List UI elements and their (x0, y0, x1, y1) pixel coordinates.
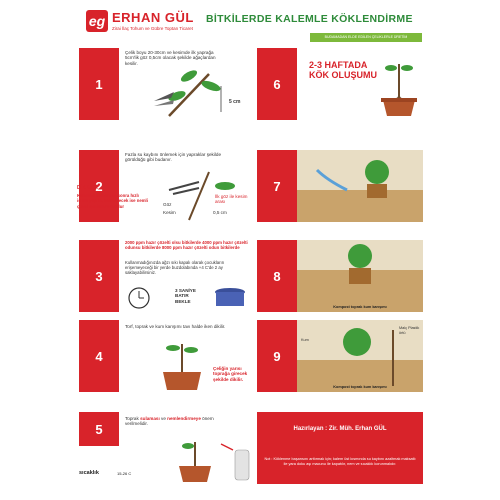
step-4-note: Çeliğin yarısı toprağa girecek şekilde dikilir. (213, 366, 248, 382)
step-1-panel (79, 48, 259, 120)
step-5-text (125, 416, 235, 427)
step-6-headline: 2-3 HAFTADA KÖK OLUŞUMU (309, 60, 377, 80)
step-8-number: 8 (257, 240, 297, 312)
hormone-jar-illustration (213, 284, 247, 310)
step-7-panel (257, 150, 423, 222)
step-3-panel (79, 240, 259, 312)
credit-panel (257, 412, 423, 484)
step-6-number: 6 (257, 48, 297, 120)
row-4 (79, 320, 423, 392)
step-2-panel (79, 150, 259, 222)
step-1-number: 1 (79, 48, 119, 120)
step-5-text-d: nemlendirmeye (167, 416, 201, 421)
step-9-panel (257, 320, 423, 392)
step-4-text: Torf, toprak ve kum karışımı tavı halde iken dikilir. (125, 324, 226, 329)
transplant-illustration (297, 150, 423, 222)
brand-logo (86, 10, 216, 40)
warning-text: Kalemler alındıktan sonra hızlı işlem yapılır, bekletilecek ise nemli çuval içerisinde tutulur (77, 193, 148, 209)
step-5-text-a: Toprak (125, 416, 139, 421)
warning-title: DİKKAT : (77, 185, 99, 191)
step-4-panel (79, 320, 259, 392)
logo-mark: eg (86, 10, 108, 32)
planting-illustration (297, 240, 423, 312)
subtitle-bar: BUDAMADAN ELDE EDİLEN ÇELİKLERLE ÜRETİM (310, 33, 422, 42)
label-goz: Göz (163, 202, 172, 207)
page-title: BİTKİLERDE KALEMLE KÖKLENDİRME (206, 13, 413, 25)
step-4-number: 4 (79, 320, 119, 392)
rooted-pot-illustration (377, 60, 421, 118)
temperature-label: sıcaklık (79, 470, 99, 476)
potted-cutting-illustration (157, 338, 207, 392)
measure-label: 5 cm (229, 99, 241, 105)
step-8-caption: Kompost toprak kum karışımı (333, 305, 387, 309)
cutting-illustration (149, 66, 249, 118)
author-credit: Hazırlayan : Zir. Müh. Erhan GÜL (293, 426, 387, 432)
step-3-number: 3 (79, 240, 119, 312)
footnote: Not : Köklenme başarısını arttırmak için; kalem üst kısmında su kaybını azaltmak maksatlı ile yara doku aşı macunu ile kapatılır, nem ve sıcaklık korunmalıdır. (264, 457, 416, 466)
step-5-panel (79, 412, 259, 484)
step-2-number: 2 (79, 150, 119, 222)
brand-subtitle: Zirai İlaç Tohum ve Gübre Toptan Ticaret (112, 26, 193, 31)
step-6-panel (257, 48, 423, 120)
step-5-text-c: ve (161, 416, 166, 421)
step-3-storage: Kullanmadığınızda ağzı sıkı kapalı olarak çocukların erişemeyeceği bir yerde buzdolabında +4 C'de 2 ay saklayabilirsiniz. (125, 260, 225, 275)
transplant-scene (297, 150, 423, 222)
step-5-number: 5 (79, 412, 119, 446)
dip-instruction: 3 SANİYE BATIR BEKLE (175, 288, 196, 304)
label-half-cm: 0,5 cm (213, 210, 227, 215)
watering-illustration (177, 436, 257, 486)
step-9-caption: Kompost toprak kum karışımı (333, 385, 387, 389)
temperature-value: 15-26 C (117, 471, 132, 476)
label-kum: Kum (301, 338, 309, 342)
step-9-number: 9 (257, 320, 297, 392)
mulch-scene (297, 320, 423, 392)
label-kesim: Kesim (163, 210, 176, 215)
step-7-number: 7 (257, 150, 297, 222)
clock-icon (127, 286, 151, 310)
row-3 (79, 240, 423, 312)
step-3-solution: 2000 ppm hazır çözelti olsu bitkilerde 4000 ppm hazır çözelti odunsu bitkilerde 8000 ppm hazır çözelti odun bitkilerde (125, 240, 248, 250)
row-1 (79, 48, 423, 120)
step-2-text: Fazla su kaybını önlemek için yapraklar şekilde görüldüğü gibi budanır. (125, 152, 222, 163)
step-8-panel (257, 240, 423, 312)
row-2 (79, 150, 423, 222)
step-5-text-e: önem verilmelidir. (125, 416, 214, 427)
label-mulch: Malç Plastik örtü (399, 326, 420, 336)
planting-scene (297, 240, 423, 312)
label-first-bud: İlk göz ile kesim arası (215, 194, 248, 205)
brand-name: ERHAN GÜL (112, 10, 194, 25)
step-5-text-b: sulaması (140, 416, 160, 421)
step-1-text: Çelik boyu 20-30cm ve kesimde ilk yaprağa 5cm'lik göz 0,5cm olacak şekilde ağaçlardan kesilir. (125, 50, 216, 66)
